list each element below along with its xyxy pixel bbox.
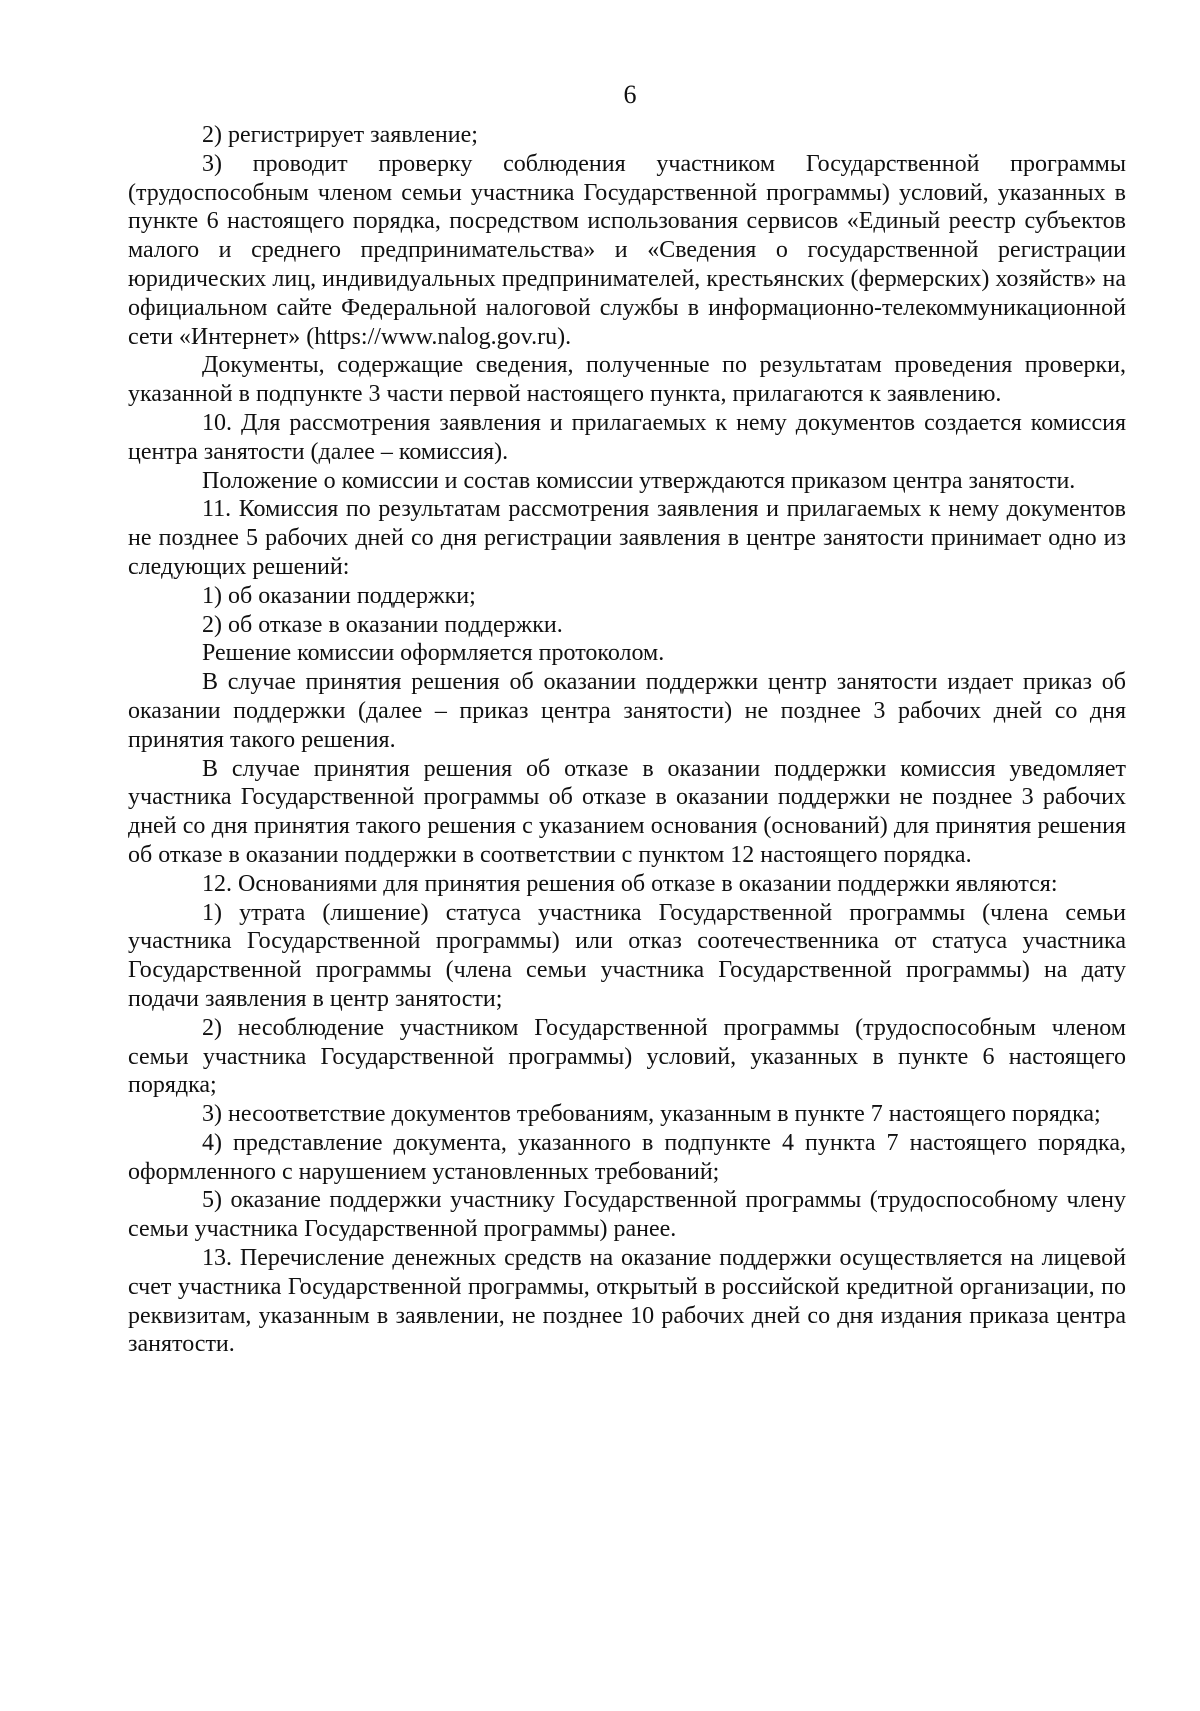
paragraph-commission-regulation: Положение о комиссии и состав комиссии утверждаются приказом центра занятости.: [202, 467, 1076, 494]
paragraph-refusal-notice: В случае принятия решения об отказе в оказании поддержки комиссия уведомляет участника Государственной программы об отказе в оказании поддержки не позднее 3 рабочих дней со дня принятия такого решения с указанием основания (оснований) для принятия решения об отказе в оказании поддержки в соответствии с пунктом 12 настоящего порядка.: [128, 755, 1126, 868]
paragraph-ground-5: 5) оказание поддержки участнику Государственной программы (трудоспособному члену семьи участника Государственной программы) ранее.: [128, 1187, 1126, 1243]
paragraph-item-3-verification: 3) проводит проверку соблюдения участником Государственной программы (трудоспособным членом семьи участника Государственной программы) условий, указанных в пункте 6 настоящего порядка, посредством использования сервисов «Единый реестр субъектов малого и среднего предпринимательства» и «Сведения о государственной регистрации юридических лиц, индивидуальных предпринимателей, крестьянских (фермерских) хозяйств» на официальном сайте Федеральной налоговой службы в информационно-телекоммуникационной сети «Интернет» (https://www.nalog.gov.ru).: [128, 150, 1126, 350]
paragraph-clause-12: 12. Основаниями для принятия решения об отказе в оказании поддержки являются:: [202, 870, 1058, 897]
paragraph-clause-10: 10. Для рассмотрения заявления и прилагаемых к нему документов создается комиссия центра занятости (далее – комиссия).: [128, 409, 1126, 465]
paragraph-ground-3: 3) несоответствие документов требованиям, указанным в пункте 7 настоящего порядка;: [202, 1101, 1101, 1128]
document-body: [128, 121, 1126, 1359]
paragraph-item-2-register: 2) регистрирует заявление;: [202, 122, 478, 148]
paragraph-ground-4: 4) представление документа, указанного в подпункте 4 пункта 7 настоящего порядка, оформленного с нарушением установленных требований;: [128, 1129, 1126, 1185]
paragraph-ground-1: 1) утрата (лишение) статуса участника Государственной программы (члена семьи участника Государственной программы) или отказ соотечественника от статуса участника Государственной программы (члена семьи участника Государственной программы) на дату подачи заявления в центр занятости;: [128, 899, 1126, 1012]
paragraph-grant-order: В случае принятия решения об оказании поддержки центр занятости издает приказ об оказании поддержки (далее – приказ центра занятости) не позднее 3 рабочих дней со дня принятия такого решения.: [128, 669, 1126, 753]
paragraph-protocol: Решение комиссии оформляется протоколом.: [202, 640, 665, 667]
paragraph-ground-2: 2) несоблюдение участником Государственной программы (трудоспособным членом семьи участника Государственной программы) условий, указанных в пункте 6 настоящего порядка;: [128, 1014, 1126, 1099]
paragraph-verification-documents: Документы, содержащие сведения, полученные по результатам проведения проверки, указанной в подпункте 3 части первой настоящего пункта, прилагаются к заявлению.: [128, 352, 1126, 408]
paragraph-clause-13: 13. Перечисление денежных средств на оказание поддержки осуществляется на лицевой счет участника Государственной программы, открытый в российской кредитной организации, по реквизитам, указанным в заявлении, не позднее 10 рабочих дней со дня издания приказа центра занятости.: [128, 1245, 1126, 1358]
paragraph-clause-11: 11. Комиссия по результатам рассмотрения заявления и прилагаемых к нему документов не позднее 5 рабочих дней со дня регистрации заявления в центре занятости принимает одно из следующих решений:: [128, 496, 1126, 580]
page-number: 6: [623, 80, 637, 109]
paragraph-decision-grant: 1) об оказании поддержки;: [202, 582, 476, 609]
paragraph-decision-refuse: 2) об отказе в оказании поддержки.: [202, 611, 563, 638]
